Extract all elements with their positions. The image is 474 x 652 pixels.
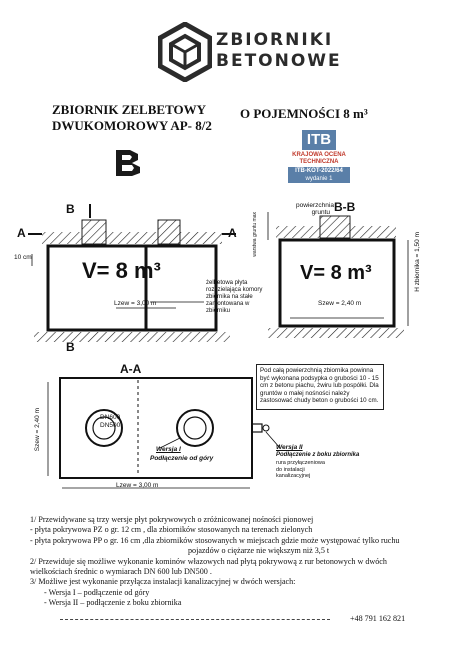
itb-line-3: ITB-KOT-2022/64 xyxy=(288,167,350,175)
notes-block xyxy=(30,515,450,609)
ground-surface-label: powierzchnia gruntu xyxy=(296,202,334,216)
version-2-title: Wersja II xyxy=(276,444,303,451)
title-line-2: DWUKOMOROWY AP- 8/2 xyxy=(52,118,212,133)
plan-label: A-A xyxy=(120,362,142,376)
itb-line-4: wydanie 1 xyxy=(288,175,350,183)
itb-line-1: KRAJOWA OCENA xyxy=(292,152,346,158)
itb-line-2: TECHNICZNA xyxy=(299,159,339,165)
dim-length-a: Lzew = 3,00 m xyxy=(114,300,157,307)
marker-b-top: B xyxy=(66,202,75,216)
note-line: wielkościach średnic o wymiarach DN 600 lub DN500 . xyxy=(30,567,212,577)
note-line: 1/ Przewidywane są trzy wersje płyt pokrywowych o zróżnicowanej nośności pionowej xyxy=(30,515,314,524)
title-line-1: ZBIORNIK ZELBETOWY xyxy=(52,102,207,117)
height-label: H zbiornika = 1,50 m xyxy=(414,232,421,292)
cut-a-right: A xyxy=(228,226,237,240)
version-1-desc: Podłączenie od góry xyxy=(150,455,214,462)
note-line: pojazdów o ciężarze nie większym niż 3,5 t xyxy=(188,546,330,556)
plan-length-label: Lzew = 3,00 m xyxy=(116,482,159,489)
note-line: - płyta pokrywowa PZ o gr. 12 cm , dla zbiorników stosowanych na terenach zielonych xyxy=(30,525,313,535)
section-b-label: B-B xyxy=(334,200,356,214)
partition-note: żelbetowa płyta rozdzielająca komory zbiornika na stałe zamontowana w zbiorniku xyxy=(206,280,263,314)
version-1-title: Wersja I xyxy=(156,446,181,453)
dn600-label: DN600 xyxy=(100,414,121,421)
width-label-b: Szew = 2,40 m xyxy=(318,300,362,307)
version-2-note: rura przyłączeniowa do instalacji kanalizacyjnej xyxy=(276,460,325,479)
note-line: - płyta pokrywowa PP o gr. 16 cm ,dla zbiorników stosowanych w miejscach gdzie może występować tylko ruchu xyxy=(30,535,400,545)
volume-a: V= 8 m³ xyxy=(82,258,161,283)
plan-width-label: Szew = 2,40 m xyxy=(34,408,41,452)
itb-logo: ITB xyxy=(302,130,336,150)
note-line: 3/ Możliwe jest wykonanie przyłącza instalacji kanalizacyjnej w dwóch wersjach: xyxy=(30,577,296,587)
footer-rule xyxy=(60,619,330,620)
b-logo-icon xyxy=(112,148,148,178)
volume-b: V= 8 m³ xyxy=(300,262,372,284)
cube-logo-icon xyxy=(158,22,212,82)
dim-height-a: 10 cm xyxy=(14,254,32,261)
version-2-desc: Podłączenie z boku zbiornika xyxy=(276,452,360,458)
dn500-label: DN500 xyxy=(100,422,121,429)
foundation-note-text: Pod całą powierzchnią zbiornika powinna być wykonana podsypka o grubości 10 - 15 cm z betonu piachu, żwiru lub pospółki. Dla gruntów o małej nośności należy zastosować chudy beton o grubości 10 cm. xyxy=(260,367,379,405)
brand-line-2: BETONOWE xyxy=(216,51,342,71)
ground-level-label: warstwa gruntu max xyxy=(252,212,258,257)
brand-line-1: ZBIORNIKI xyxy=(216,30,334,50)
marker-b-bottom: B xyxy=(66,340,75,354)
capacity-title: O POJEMNOŚCI 8 m³ xyxy=(240,106,368,121)
brand-logo xyxy=(158,22,342,84)
note-line: 2/ Przewiduje się możliwe wykonanie kominów włazowych nad płytą pokrywową z rur betonowych w dwóch xyxy=(30,556,387,566)
note-line: - Wersja I – podłączenie od góry xyxy=(44,587,150,597)
note-line: - Wersja II – podłączenie z boku zbiornika xyxy=(44,598,182,608)
cut-a-left: A xyxy=(17,226,26,240)
phone-number: +48 791 162 821 xyxy=(350,614,406,623)
itb-badge xyxy=(284,130,354,190)
